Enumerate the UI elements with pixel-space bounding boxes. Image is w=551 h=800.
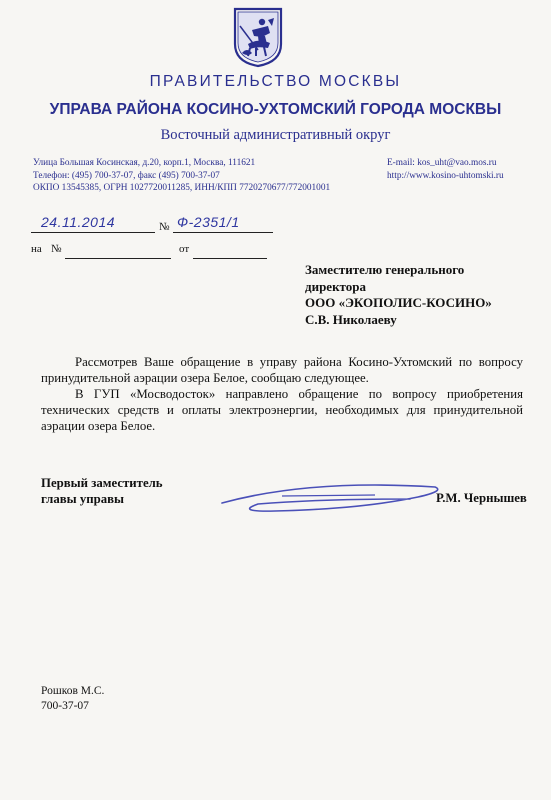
website-line: http://www.kosino-uhtomski.ru	[387, 170, 504, 181]
organization-name: УПРАВА РАЙОНА КОСИНО-УХТОМСКИЙ ГОРОДА МОСКВЫ	[49, 101, 502, 118]
na-number-sign: №	[51, 243, 62, 255]
contacts-block	[387, 157, 504, 182]
handwritten-number: Ф-2351/1	[177, 214, 240, 230]
recipient-line: директора	[305, 278, 367, 294]
date-field	[31, 214, 155, 233]
phone-line: Телефон: (495) 700-37-07, факс (495) 700-37-07	[33, 170, 220, 181]
executor-phone: 700-37-07	[41, 700, 89, 712]
government-title: ПРАВИТЕЛЬСТВО МОСКВЫ	[149, 73, 402, 90]
handwritten-date: 24.11.2014	[41, 214, 116, 230]
number-sign: №	[159, 221, 170, 233]
signatory-title-line: Первый заместитель	[41, 476, 163, 490]
address-line: Улица Большая Косинская, д.20, корп.1, Москва, 111621	[33, 158, 256, 168]
body-paragraph: Рассмотрев Ваше обращение в управу района Косино-Ухтомский по вопросу принудительной аэрации озера Белое, сообщаю следующее.	[41, 355, 523, 385]
ot-date-field	[193, 244, 267, 259]
signatory-title	[41, 475, 163, 507]
recipient-name: С.В. Николаеву	[305, 311, 397, 327]
codes-line: ОКПО 13545385, ОГРН 1027720011285, ИНН/КПП 7720270677/772001001	[33, 183, 331, 193]
handwritten-signature	[200, 475, 450, 525]
email-line: E-mail: kos_uht@vao.mos.ru	[387, 158, 497, 168]
address-block	[33, 157, 330, 195]
body-paragraph: В ГУП «Мосводосток» направлено обращение по вопросу приобретения технических средств и оплаты электроэнергии, необходимых для принудительной аэрации озера Белое.	[41, 387, 523, 433]
district-name: Восточный административный округ	[160, 127, 391, 143]
na-number-field	[65, 244, 171, 259]
executor-block	[41, 684, 104, 714]
number-field	[173, 214, 273, 233]
recipient-company: ООО «ЭКОПОЛИС-КОСИНО»	[305, 295, 492, 310]
moscow-coat-of-arms-icon	[232, 6, 284, 68]
signatory-name: Р.М. Чернышев	[436, 491, 527, 505]
ot-label: от	[179, 243, 190, 255]
na-label: на	[31, 243, 42, 255]
executor-name: Рошков М.С.	[41, 685, 105, 697]
recipient-block	[305, 262, 535, 328]
letter-body	[41, 354, 523, 434]
signatory-title-line: главы управы	[41, 492, 125, 506]
recipient-line: Заместителю генерального	[305, 262, 465, 277]
